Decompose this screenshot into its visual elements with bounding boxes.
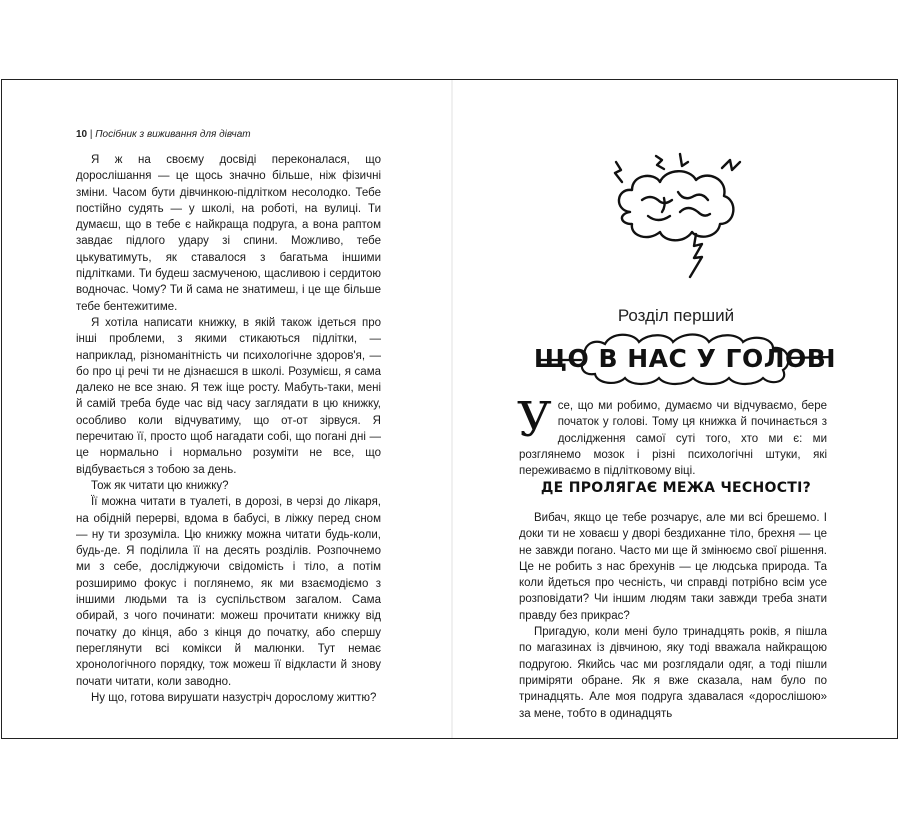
paragraph: Пригадую, коли мені було тринадцять років, я пішла по магазинах із дівчиною, яку тоді вважала найкращою подругою. Якийсь час ми розглядали одяг, а тоді пішли приміряти обране. Як я вже сказала, нам було по тринадцять. Але моя подруга здавалася «дорослішою» за мене, тобто в одинадцять	[519, 626, 827, 720]
running-head	[76, 129, 251, 140]
paragraph: Я ж на своєму досвіді переконалася, що дорослішання — це щось значно більше, ніж фізичні зміни. Часом бути дівчинкою-підлітком несолодко. Тебе постійно судять — у школі, на роботі, на вулиці. Ти думаєш, що в тебе є найкраща подруга, а вона раптом завдає підлого удару зі спини. Можливо, тебе цькуватимуть, як ставалося з багатьма іншими підлітками. Ти будеш засмученою, щасливою і сердитою водночас. Чому? Ти й сама не знатимеш, і це ще більше тебе бентежитиме.	[76, 154, 381, 313]
right-body-text	[519, 510, 827, 722]
paragraph: Ну що, готова вирушати назустріч дорослому життю?	[91, 691, 377, 704]
intro-text: се, що ми робимо, думаємо чи відчуваємо, бере початок у голові. Тому ця книжка й починається з дослідження самої суті того, хто ми є: ми розглянемо мозок і різні психологічні штуки, які переживаємо в підлітковому віці.	[519, 400, 827, 478]
page-number: 10	[76, 129, 88, 140]
chapter-label: Розділ перший	[617, 306, 735, 325]
running-head-separator: |	[89, 129, 93, 140]
drop-cap: У	[517, 392, 552, 448]
paragraph: Тож як читати цю книжку?	[91, 479, 229, 492]
left-page	[2, 80, 451, 738]
book-spread	[1, 79, 898, 739]
running-title: Посібник з виживання для дівчат	[95, 129, 251, 140]
right-page	[453, 80, 899, 738]
chapter-intro	[517, 392, 827, 479]
paragraph: Я хотіла написати книжку, в якій також ідеться про інші проблеми, з якими стикаються підлітки, — наприклад, різноманітність чи психологічне здоров'я, — бо про ці речі ти не дізнаєшся в школі. Розумієш, я сама далеко не все знаю. Я теж іще росту. Мабуть-таки, мені й самій треба буде час від часу заглядати в цю книжку, особливо коли відчуватиму, що от-от зірвуся. Я перечитаю її, просто щоб нагадати собі, що погані дні — це нормально і нормально розуміти не все, що відбувається з тобою за день.	[76, 316, 381, 476]
paragraph: Вибач, якщо це тебе розчарує, але ми всі брешемо. І доки ти не ховаєш у дворі бездиханне тіло, брехня — це не завжди погано. Часто ми ще й змінюємо свої рішення. Це не робить з нас брехунів — це людська природа. Та коли йдеться про чесність, чи справді потрібно всім усе розповідати? Чи іншим людям таки завжди треба знати правду без прикрас?	[519, 512, 827, 622]
chapter-title: ЩО В НАС У ГОЛОВІ	[533, 343, 837, 373]
left-body-text	[76, 152, 381, 706]
section-heading: ДЕ ПРОЛЯГАЄ МЕЖА ЧЕСНОСТІ?	[540, 480, 812, 496]
brain-lightning-icon	[608, 150, 743, 290]
paragraph: Її можна читати в туалеті, в дорозі, в черзі до лікаря, на обідній перерві, вдома в бабусі, в ліжку перед сном — ну ти зрозуміла. Цю книжку можна читати будь-коли, будь-де. Я поділила її на десять розділів. Розпочнемо ми з себе, досліджуючи свідомість і тіло, а потім розширимо фокус і поглянемо, як ми взаємодіємо з іншими людьми та із суспільством загалом. Сама обирай, з чого починати: можеш прочитати книжку від початку до кінця, або з кінця до початку, або спершу переглянути всі комікси й малюнки. Тут немає хронологічного порядку, тож можеш її відкласти й знову почати читати, коли заводно.	[76, 496, 381, 688]
